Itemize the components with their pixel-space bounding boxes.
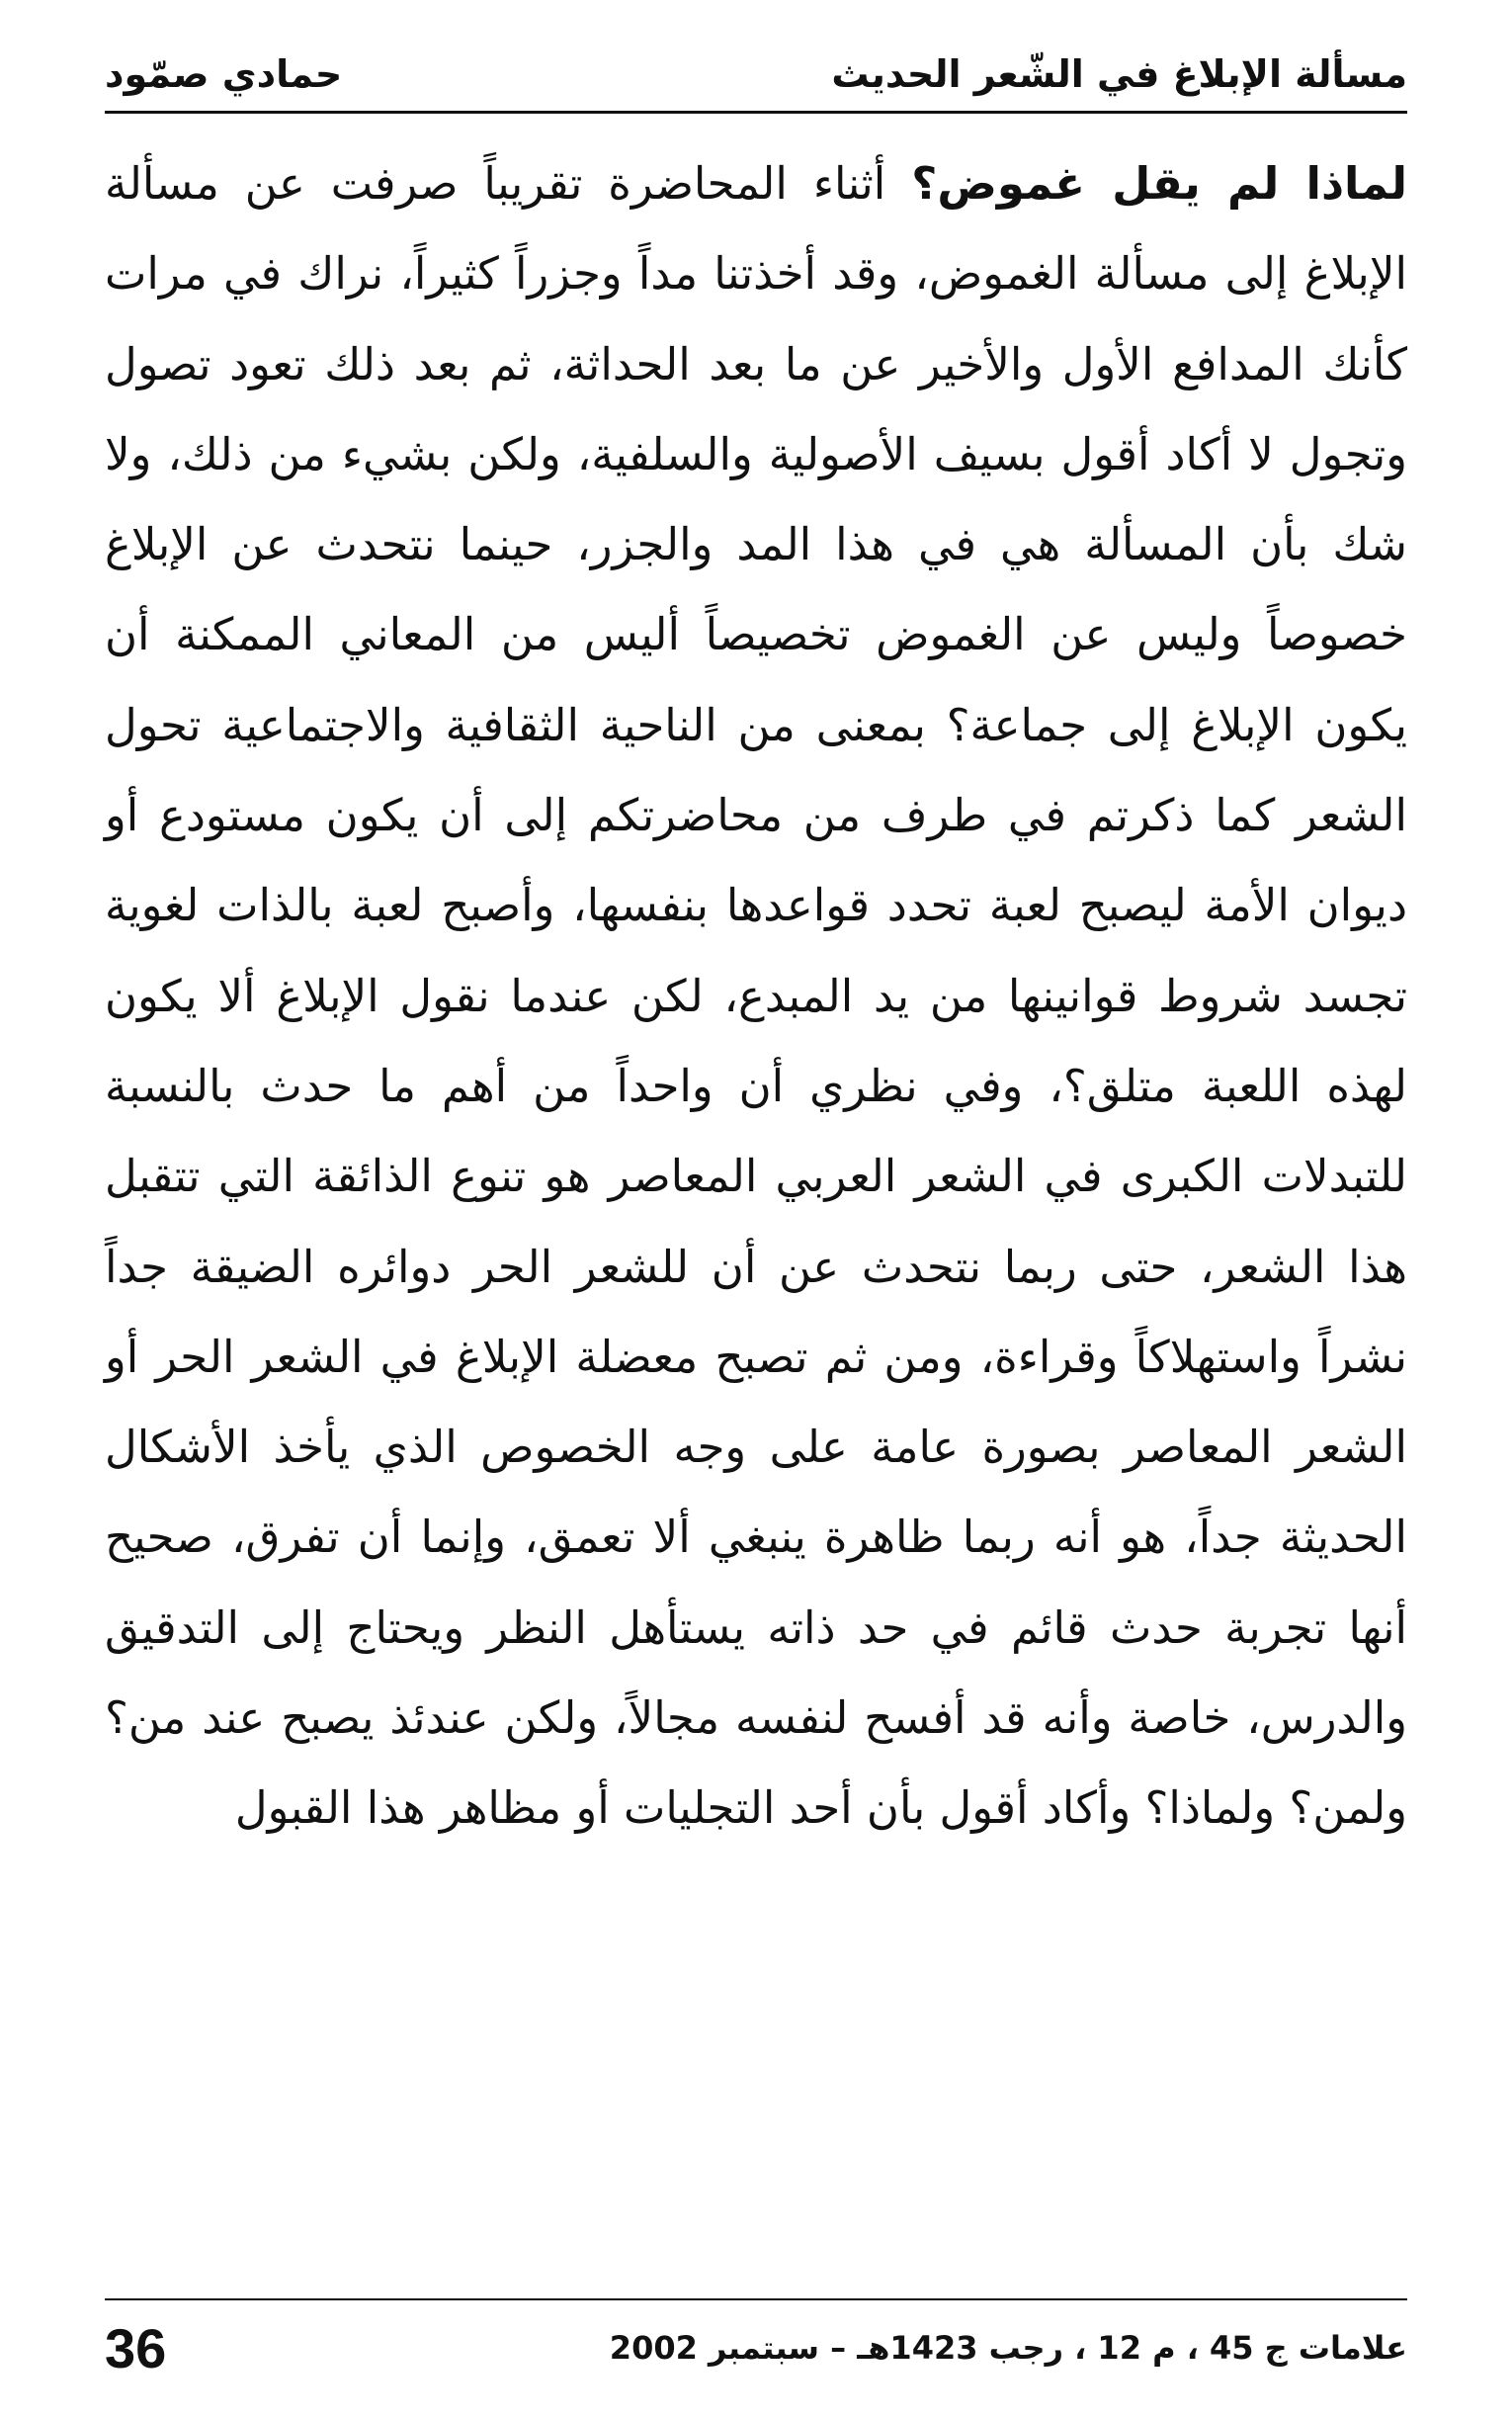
paragraph-text: أثناء المحاضرة تقريباً صرفت عن مسألة الإبلاغ إلى مسألة الغموض، وقد أخذتنا مداً وجزراً كثيراً، نراك في مرات كأنك المدافع الأول والأخير عن ما بعد الحداثة، ثم بعد ذلك تعود تصول وتجول لا أكاد أقول بسيف الأصولية والسلفية، ولكن بشيء من ذلك، ولا شك بأن المسألة هي في هذا المد والجزر، حينما نتحدث عن الإبلاغ خصوصاً وليس عن الغموض تخصيصاً أليس من المعاني الممكنة أن يكون الإبلاغ إلى جماعة؟ بمعنى من الناحية الثقافية والاجتماعية تحول الشعر كما ذكرتم في طرف من محاضرتكم إلى أن يكون مستودع أو ديوان الأمة ليصبح لعبة تحدد قواعدها بنفسها، وأصبح لعبة بالذات لغوية تجسد شروط قوانينها من يد المبدع، لكن عندما نقول الإبلاغ ألا يكون لهذه اللعبة متلق؟، وفي نظري أن واحداً من أهم ما حدث بالنسبة للتبدلات الكبرى في الشعر العربي المعاصر هو تنوع الذائقة التي تتقبل هذا الشعر، حتى ربما نتحدث عن أن للشعر الحر دوائره الضيقة جداً نشراً واستهلاكاً وقراءة، ومن ثم تصبح معضلة الإبلاغ في الشعر الحر أو الشعر المعاصر بصورة عامة على وجه الخصوص الذي يأخذ الأشكال الحديثة جداً، هو أنه ربما ظاهرة ينبغي ألا تعمق، وإنما أن تفرق، صحيح أنها تجربة حدث قائم في حد ذاته يستأهل النظر ويحتاج إلى التدقيق والدرس، خاصة وأنه قد أفسح لنفسه مجالاً، ولكن عندئذ يصبح عند من؟ ولمن؟ ولماذا؟ وأكاد أقول بأن أحد التجليات أو مظاهر هذا القبول [105,157,1407,1835]
author-name: حمادي صمّود [105,52,343,96]
journal-info: علامات ج 45 ، م 12 ، رجب 1423هـ – سبتمبر 2002 [609,2329,1407,2367]
lead-question: لماذا لم يقل غموض؟ [911,157,1407,210]
article-title: مسألة الإبلاغ في الشّعر الحديث [831,52,1407,96]
body-paragraph [105,138,1407,1854]
footer-divider [105,2298,1407,2300]
running-footer [105,2308,1407,2387]
running-header [105,40,1407,109]
header-divider [105,111,1407,114]
page-number: 36 [105,2316,167,2379]
